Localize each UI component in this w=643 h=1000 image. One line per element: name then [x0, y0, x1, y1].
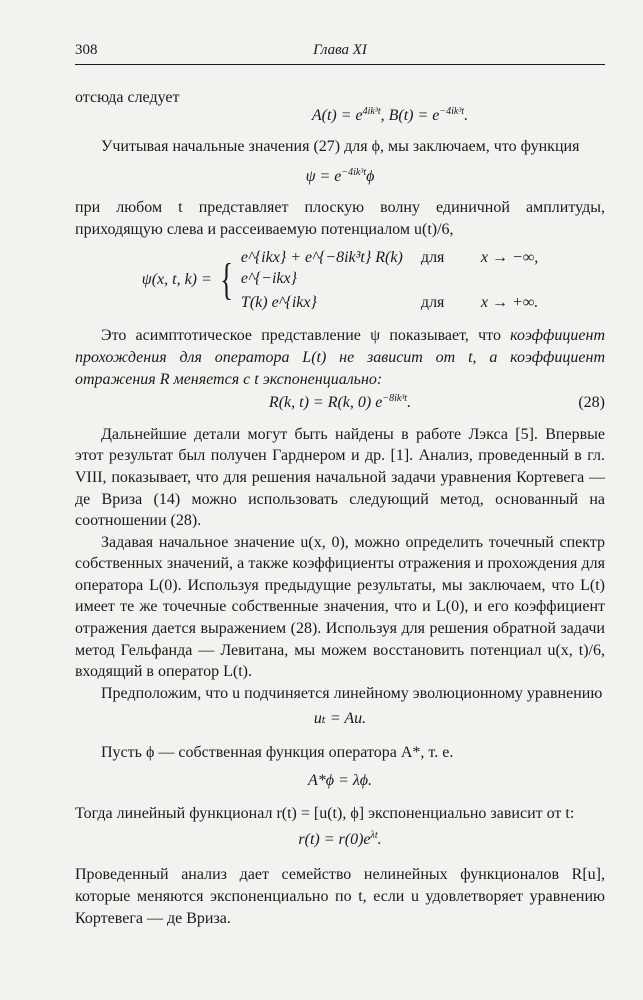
paragraph-7: Предположим, что u подчиняется линейному эволюционному уравнению	[101, 684, 603, 702]
equation-number: (28)	[578, 394, 605, 412]
paragraph-3: при любом t представляет плоскую волну единичной амплитуды, приходящую слева и рассеиваемую потенциалом u(t)/6,	[75, 199, 605, 238]
case-1-expr: e^{ikx} + e^{−8ik³t} R(k) e^{−ikx}	[240, 248, 403, 288]
page-number: 308	[75, 42, 98, 58]
formula-functional: $r(t) = r(0)e^{\lambda t}$.	[298, 829, 382, 848]
paragraph-2: Учитывая начальные значения (27) для ϕ, мы заключаем, что функция	[101, 138, 580, 156]
formula-psi-cases	[75, 247, 605, 314]
paragraph-1: отсюда следует	[75, 89, 180, 106]
paragraph-4: Это асимптотическое представление ψ показывает, что коэффициент прохождения для оператора L(t) не зависит от t, а коэффициент отражения R меняется с t экспоненциально:	[75, 327, 605, 388]
formula-evolution: uₜ = Au.	[313, 710, 367, 728]
case-2-expr: T(k) e^{ikx}	[240, 293, 317, 311]
formula-28: R(k, t) = R(k, 0) $e^{-8ik^3t}$. (28)	[75, 392, 605, 414]
case-1-cond: x → −∞,	[480, 248, 539, 266]
formula-psi: $\psi = e^{-4ik^3t}\phi$	[305, 166, 375, 185]
paragraph-5: Дальнейшие детали могут быть найдены в работе Лэкса [5]. Впервые этот результат был получен Гарднером и др. [1]. Анализ, проведенный в гл. VIII, показывает, что для решения начальной задачи уравнения Кортевега — де Вриза (14) можно использовать следующий метод, основанный на соотношении (28).	[75, 425, 605, 530]
case-1-word: для	[420, 248, 445, 266]
case-2-cond: x → +∞.	[480, 293, 539, 311]
paragraph-8: Пусть ϕ — собственная функция оператора A*, т. е.	[101, 744, 454, 762]
cases-brace: {	[220, 254, 233, 304]
book-page	[75, 40, 605, 929]
chapter-title: Глава XI	[313, 42, 367, 58]
paragraph-10: Проведенный анализ дает семейство нелинейных функционалов R[u], которые меняются экспоненциально по t, если u удовлетворяет уравнению Кортевега — де Вриза.	[75, 866, 605, 927]
case-2-word: для	[420, 293, 445, 311]
formula-ab: $A(t) = e^{4ik^3t}$, $B(t) = e^{-4ik^3t}$.	[311, 105, 469, 124]
cases-table	[241, 247, 538, 314]
paragraph-9: Тогда линейный функционал r(t) = [u(t), ϕ] экспоненциально зависит от t:	[75, 805, 575, 823]
formula-eigen: A*ϕ = λϕ.	[307, 771, 373, 789]
psi-lhs: ψ(x, t, k) =	[141, 271, 212, 289]
paragraph-6: Задавая начальное значение u(x, 0), можно определить точечный спектр собственных значений, а также коэффициенты отражения и прохождения для оператора L(0). Используя предыдущие результаты, мы заключаем, что L(t) имеет те же точечные собственные значения, что и L(0), и его коэффициент отражения дается выражением (28). Используя для решения обратной задачи метод Гельфанда — Левитана, мы можем восстановить потенциал u(x, t)/6, входящий в оператор L(t).	[75, 533, 605, 681]
page-header	[75, 40, 605, 62]
